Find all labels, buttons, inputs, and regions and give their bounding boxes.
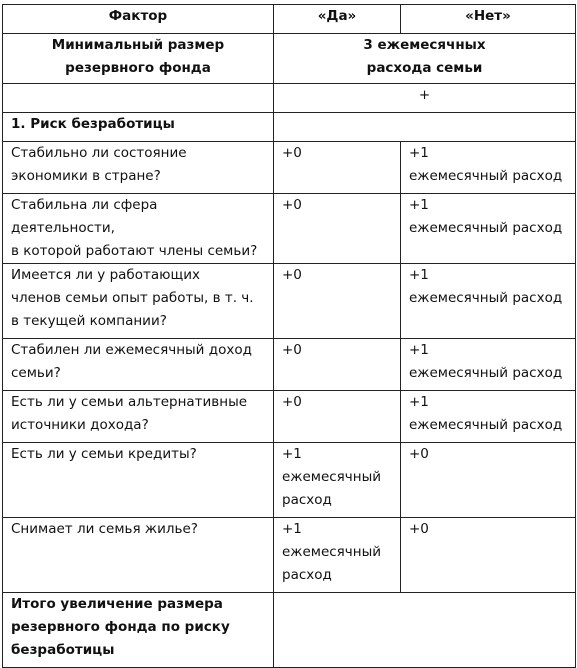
header-yes: «Да» (274, 5, 401, 34)
row-yes: +0 (274, 391, 401, 443)
reserve-fund-table (2, 4, 576, 668)
min-reserve-label: Минимальный размер резервного фонда (3, 34, 274, 84)
plus-value: + (274, 84, 576, 113)
header-factor: Фактор (3, 5, 274, 34)
row-yes: +0 (274, 142, 401, 194)
row-yes: +1 ежемесячный расход (274, 443, 401, 518)
row-no: +1 ежемесячный расход (401, 264, 576, 339)
plus-row (3, 84, 576, 113)
row-no: +0 (401, 518, 576, 593)
row-question: Есть ли у семьи альтернативные источники дохода? (3, 391, 274, 443)
row-no: +1 ежемесячный расход (401, 194, 576, 264)
total-value-blank (274, 593, 576, 668)
min-reserve-value: 3 ежемесячных расхода семьи (274, 34, 576, 84)
row-yes: +0 (274, 339, 401, 391)
table-row (3, 142, 576, 194)
section-blank (274, 113, 576, 142)
row-question: Стабильна ли сфера деятельности, в которой работают члены семьи? (3, 194, 274, 264)
row-no: +1 ежемесячный расход (401, 142, 576, 194)
row-no: +0 (401, 443, 576, 518)
table-row (3, 391, 576, 443)
table-row (3, 264, 576, 339)
table-row (3, 518, 576, 593)
table-row (3, 194, 576, 264)
row-question: Имеется ли у работающих членов семьи опыт работы, в т. ч. в текущей компании? (3, 264, 274, 339)
header-row (3, 5, 576, 34)
row-yes: +0 (274, 194, 401, 264)
min-reserve-row (3, 34, 576, 84)
row-no: +1 ежемесячный расход (401, 339, 576, 391)
row-question: Стабилен ли ежемесячный доход семьи? (3, 339, 274, 391)
table-row (3, 443, 576, 518)
row-question: Стабильно ли состояние экономики в стране? (3, 142, 274, 194)
row-question: Снимает ли семья жилье? (3, 518, 274, 593)
header-no: «Нет» (401, 5, 576, 34)
section-title: 1. Риск безработицы (3, 113, 274, 142)
row-question: Есть ли у семьи кредиты? (3, 443, 274, 518)
row-yes: +1 ежемесячный расход (274, 518, 401, 593)
row-no: +1 ежемесячный расход (401, 391, 576, 443)
total-label: Итого увеличение размера резервного фонда по риску безработицы (3, 593, 274, 668)
plus-row-blank (3, 84, 274, 113)
table-row (3, 339, 576, 391)
section-row (3, 113, 576, 142)
row-yes: +0 (274, 264, 401, 339)
total-row (3, 593, 576, 668)
